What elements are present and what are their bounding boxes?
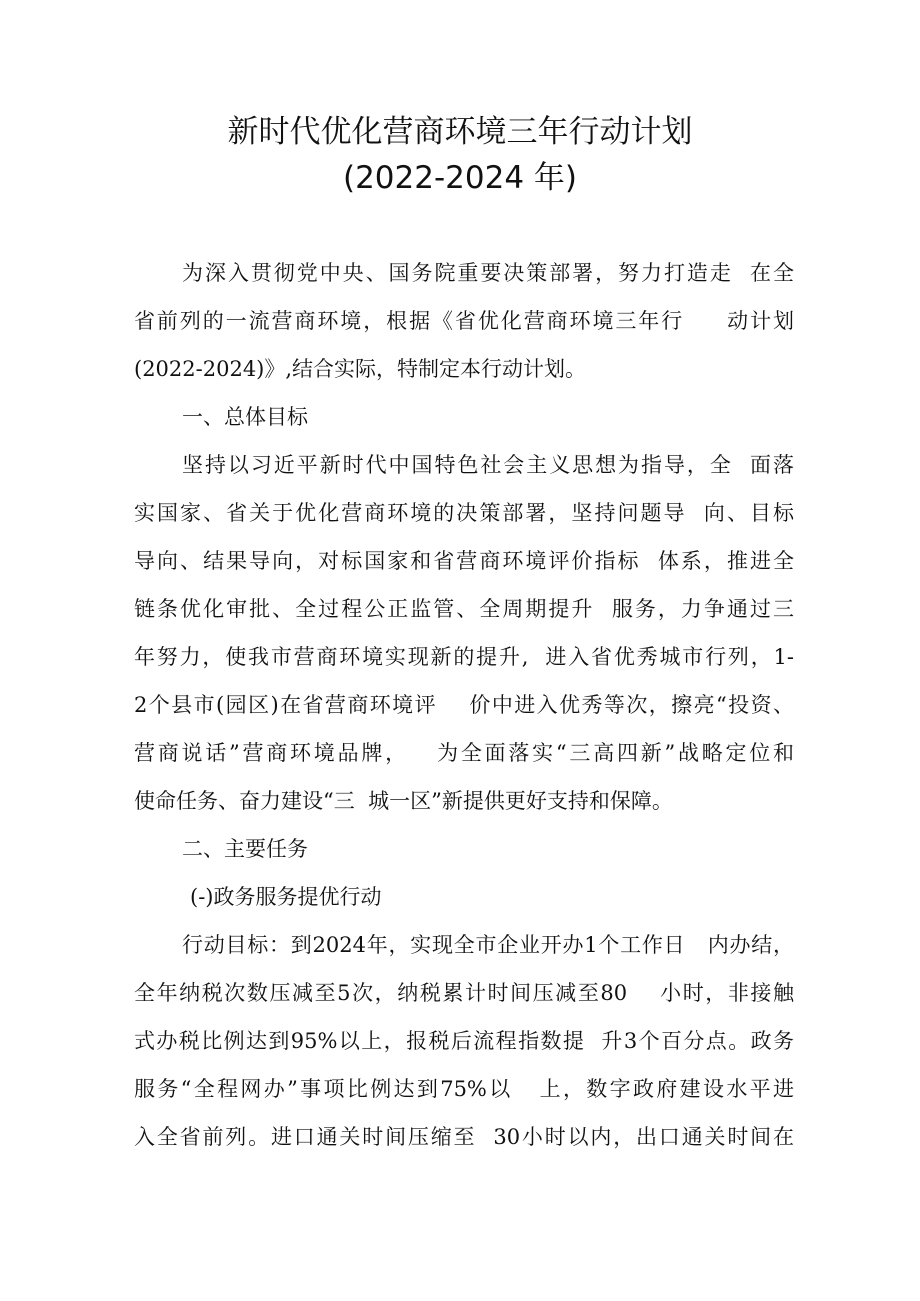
subsection-heading: (-)政务服务提优行动 [190, 885, 382, 909]
paragraph-line: 入全省前列。进口通关时间压缩至 30小时以内，出口通关时间在 [134, 1125, 794, 1149]
paragraph-line: 全年纳税次数压减至5次，纳税累计时间压减至80 小时，非接触 [134, 981, 794, 1005]
paragraph-line: 2个县市(园区)在省营商环境评 价中进入优秀等次，擦亮“投资、 [134, 693, 794, 717]
paragraph-line: (2022-2024)》,结合实际，特制定本行动计划。 [134, 357, 587, 381]
paragraph-line: 服务“全程网办”事项比例达到75%以 上，数字政府建设水平进 [134, 1077, 794, 1101]
document-subtitle: (2022-2024 年) [342, 160, 577, 196]
paragraph-line: 省前列的一流营商环境，根据《省优化营商环境三年行 动计划 [134, 309, 794, 333]
paragraph-line: 式办税比例达到95%以上，报税后流程指数提 升3个百分点。政务 [134, 1029, 794, 1053]
paragraph-line: 年努力，使我市营商环境实现新的提升, 进入省优秀城市行列，1- [134, 645, 794, 669]
paragraph-line: 导向、结果导向，对标国家和省营商环境评价指标 体系，推进全 [134, 549, 794, 573]
paragraph-line: 实国家、省关于优化营商环境的决策部署，坚持问题导 向、目标 [134, 501, 794, 525]
paragraph-line: 营商说话”营商环境品牌， 为全面落实“三高四新”战略定位和 [134, 741, 794, 765]
section-heading: 一、总体目标 [182, 405, 308, 429]
paragraph-line: 行动目标：到2024年，实现全市企业开办1个工作日 内办结， [182, 933, 794, 957]
paragraph-line: 为深入贯彻党中央、国务院重要决策部署，努力打造走 在全 [182, 261, 794, 285]
paragraph-line: 使命任务、奋力建设“三 城一区”新提供更好支持和保障。 [134, 789, 673, 813]
document-title: 新时代优化营商环境三年行动计划 [227, 114, 693, 150]
section-heading: 二、主要任务 [182, 837, 308, 861]
paragraph-line: 坚持以习近平新时代中国特色社会主义思想为指导，全 面落 [182, 453, 794, 477]
paragraph-line: 链条优化审批、全过程公正监管、全周期提升 服务，力争通过三 [134, 597, 794, 621]
